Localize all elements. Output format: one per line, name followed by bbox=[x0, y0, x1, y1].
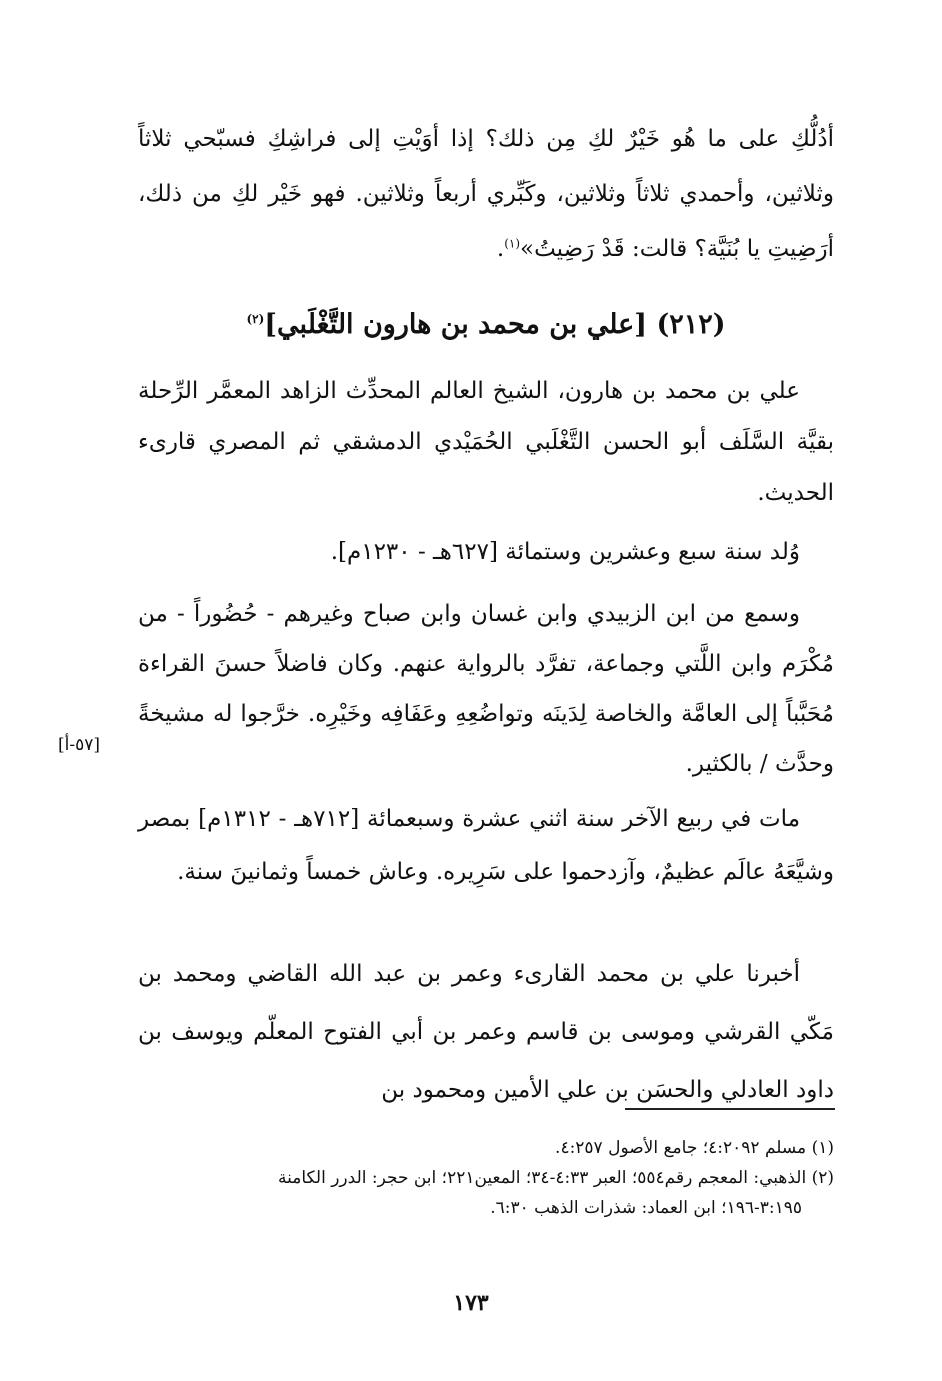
footnote-2-continuation: ٣:١٩٥-١٩٦؛ ابن العماد: شذرات الذهب ٦:٣٠. bbox=[490, 1198, 802, 1218]
paragraph-born-text: وُلد سنة سبع وعشرين وستمائة [٦٢٧هـ - ١٢٣٠م]. bbox=[330, 539, 800, 565]
footnote-ref-2[interactable]: (٢) bbox=[246, 312, 265, 326]
paragraph-born bbox=[138, 527, 834, 578]
paragraph-heard bbox=[138, 589, 834, 789]
paragraph-bio bbox=[138, 366, 834, 519]
entry-heading-title: (٢١٢) [علي بن محمد بن هارون التَّغْلَبي] bbox=[264, 309, 726, 340]
entry-heading bbox=[138, 300, 834, 350]
paragraph-top-line-1: أدُلُّكِ على ما هُو خَيْرٌ لكِ مِن ذلك؟ إذا أوَيْتِ إلى فراشِكِ فسبّحي ثلاثاً bbox=[138, 126, 834, 152]
paragraph-chain-text: أخبرنا علي بن محمد القارىء وعمر بن عبد الله القاضي ومحمد بن مَكّي القرشي وموسى بن قاسم وعمر بن أبي الفتوح المعلّم ويوسف بن داود العادلي والحسَن بن علي الأمين ومحمود بن bbox=[138, 961, 834, 1103]
paragraph-died-text: مات في ربيع الآخر سنة اثني عشرة وسبعمائة [٧١٢هـ - ١٣١٢م] بمصر وشيَّعَهُ عالَم عظيمٌ، وآزدحموا على سَرِيره. وعاش خمساً وثمانينَ سنة. bbox=[138, 806, 834, 885]
paragraph-died bbox=[138, 793, 834, 899]
footnote-2 bbox=[138, 1163, 834, 1193]
paragraph-top-end: . bbox=[496, 236, 505, 262]
paragraph-heard-text: وسمع من ابن الزبيدي وابن غسان وابن صباح وغيرهم - حُضُوراً - من مُكْرَم وابن اللَّتي وجماعة، تفرَّد بالرواية عنهم. وكان فاضلاً حسنَ القراءة مُحَبَّباً إلى العامَّة والخاصة لِدَينَه وتواضُعِهِ وعَفَافِه وخَيْرِه. خرَّجوا له مشيخةً وحدَّث / بالكثير. bbox=[138, 601, 834, 777]
footnote-1-number: (١) bbox=[811, 1138, 834, 1158]
paragraph-top-line-2: وثلاثين، وأحمدي ثلاثاً وثلاثين، وكَبِّري أربعاً وثلاثين. فهو خَيْر لكِ من bbox=[192, 181, 835, 207]
footnote-ref-1[interactable]: (١) bbox=[504, 236, 521, 251]
manuscript-folio-note: [٥٧-أ] bbox=[58, 735, 101, 755]
footnote-1-text: مسلم ٤:٢٠٩٢؛ جامع الأصول ٤:٢٥٧. bbox=[555, 1138, 807, 1158]
footnote-divider bbox=[625, 1108, 835, 1110]
footnote-2-number: (٢) bbox=[811, 1168, 834, 1188]
footnote-2-text: الذهبي: المعجم رقم٥٥٤؛ العبر ٤:٣٣-٣٤؛ المعين٢٢١؛ ابن حجر: الدرر الكامنة bbox=[278, 1168, 807, 1188]
paragraph-top bbox=[138, 112, 834, 277]
page-number: ١٧٣ bbox=[453, 1290, 489, 1316]
paragraph-bio-text: علي بن محمد بن هارون، الشيخ العالم المحدِّث الزاهد المعمَّر الرِّحلة بقيَّة السَّلَف أبو الحسن التَّغْلَبي الحُمَيْدي الدمشقي ثم المصري قارىء الحديث. bbox=[138, 378, 834, 506]
paragraph-top-line-3: ذلك، أرَضِيتِ يا بُنَيَّة؟ قالت: قَدْ رَضِيتُ» bbox=[138, 181, 834, 262]
paragraph-chain bbox=[138, 945, 834, 1119]
footnotes bbox=[138, 1133, 834, 1223]
footnote-1 bbox=[138, 1133, 834, 1163]
